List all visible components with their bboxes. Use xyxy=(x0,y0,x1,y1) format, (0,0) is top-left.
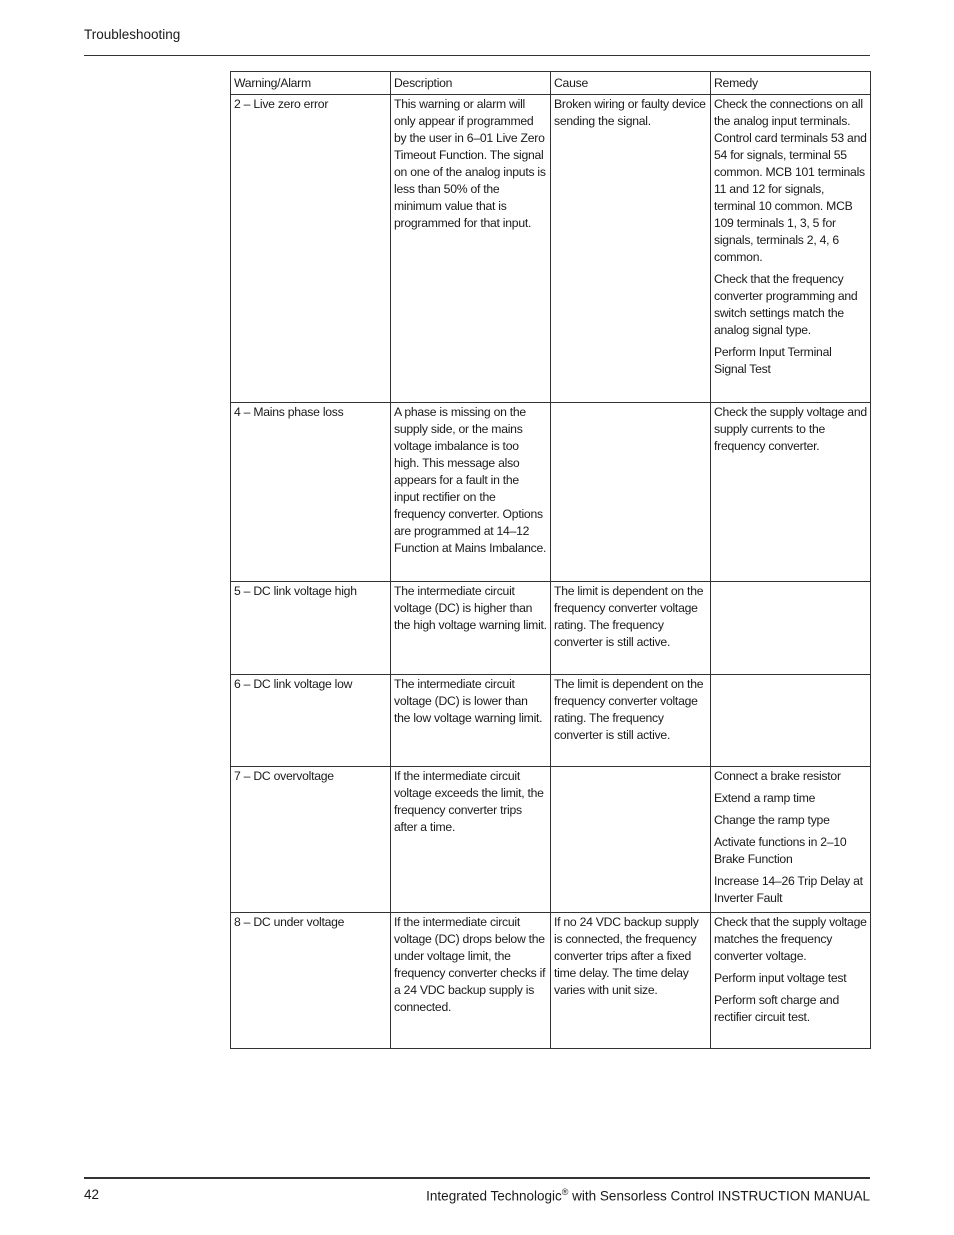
cell-warning-alarm: 4 – Mains phase loss xyxy=(231,403,391,582)
column-header-warning: Warning/Alarm xyxy=(231,72,391,95)
cell-cause xyxy=(551,582,711,675)
table-row xyxy=(231,675,871,767)
remedy-paragraph: Perform soft charge and rectifier circuit test. xyxy=(714,993,839,1024)
column-header-cause: Cause xyxy=(551,72,711,95)
description-paragraph: If the intermediate circuit voltage exceeds the limit, the frequency converter trips after a time. xyxy=(394,769,544,834)
footer-divider xyxy=(84,1177,870,1179)
header-divider xyxy=(84,55,870,56)
cell-warning-alarm: 7 – DC overvoltage xyxy=(231,767,391,913)
cell-cause xyxy=(551,913,711,1049)
remedy-paragraph: Extend a ramp time xyxy=(714,791,816,805)
remedy-paragraph: Check the supply voltage and supply currents to the frequency converter. xyxy=(714,405,867,453)
description-paragraph: The intermediate circuit voltage (DC) is higher than the high voltage warning limit. xyxy=(394,584,547,632)
manual-title-end: with Sensorless Control INSTRUCTION MANUAL xyxy=(568,1188,870,1204)
table-header-row xyxy=(231,72,871,95)
cause-paragraph: The limit is dependent on the frequency converter voltage rating. The frequency converter is still active. xyxy=(554,677,704,742)
cause-paragraph: The limit is dependent on the frequency converter voltage rating. The frequency converter is still active. xyxy=(554,584,704,649)
remedy-paragraph: Check the connections on all the analog input terminals. Control card terminals 53 and 54 for signals, terminal 55 common. MCB 101 terminals 11 and 12 for signals, terminal 10 common. MCB 109 terminals 1, 3, 5 for signals, terminals 2, 4, 6 common. xyxy=(714,97,867,264)
table-row xyxy=(231,767,871,913)
cell-cause xyxy=(551,95,711,403)
description-paragraph: If the intermediate circuit voltage (DC) drops below the under voltage limit, the frequency converter checks if a 24 VDC backup supply is connected. xyxy=(394,915,546,1014)
cell-warning-alarm: 8 – DC under voltage xyxy=(231,913,391,1049)
remedy-paragraph: Increase 14–26 Trip Delay at Inverter Fault xyxy=(714,874,863,905)
page-number: 42 xyxy=(84,1187,100,1202)
troubleshooting-table-container xyxy=(230,71,870,1049)
remedy-paragraph: Connect a brake resistor xyxy=(714,769,841,783)
cell-description xyxy=(391,582,551,675)
table-body xyxy=(231,95,871,1049)
cell-description xyxy=(391,913,551,1049)
table-row xyxy=(231,582,871,675)
cause-paragraph: If no 24 VDC backup supply is connected, the frequency converter trips after a fixed time delay. The time delay varies with unit size. xyxy=(554,915,699,997)
description-paragraph: A phase is missing on the supply side, or the mains voltage imbalance is too high. This message also appears for a fault in the input rectifier on the frequency converter. Options are programmed at 14–12 Function at Mains Imbalance. xyxy=(394,405,547,555)
cell-warning-alarm: 6 – DC link voltage low xyxy=(231,675,391,767)
column-header-description: Description xyxy=(391,72,551,95)
description-paragraph: This warning or alarm will only appear if programmed by the user in 6–01 Live Zero Timeout Function. The signal on one of the analog inputs is less than 50% of the minimum value that is programmed for that input. xyxy=(394,97,546,230)
cell-remedy xyxy=(711,675,871,767)
description-paragraph: The intermediate circuit voltage (DC) is lower than the low voltage warning limit. xyxy=(394,677,543,725)
cell-cause xyxy=(551,403,711,582)
remedy-paragraph: Change the ramp type xyxy=(714,813,830,827)
troubleshooting-table xyxy=(230,71,871,1049)
remedy-paragraph: Perform input voltage test xyxy=(714,971,847,985)
cell-warning-alarm: 2 – Live zero error xyxy=(231,95,391,403)
cell-remedy xyxy=(711,95,871,403)
remedy-paragraph: Activate functions in 2–10 Brake Function xyxy=(714,835,847,866)
cell-remedy xyxy=(711,582,871,675)
section-title: Troubleshooting xyxy=(84,27,181,42)
cell-description xyxy=(391,767,551,913)
cell-cause xyxy=(551,767,711,913)
manual-title xyxy=(426,1187,870,1204)
column-header-remedy: Remedy xyxy=(711,72,871,95)
cell-warning-alarm: 5 – DC link voltage high xyxy=(231,582,391,675)
cause-paragraph: Broken wiring or faulty device sending the signal. xyxy=(554,97,706,128)
cell-remedy xyxy=(711,913,871,1049)
cell-cause xyxy=(551,675,711,767)
table-row xyxy=(231,403,871,582)
registered-mark: ® xyxy=(561,1187,569,1197)
cell-description xyxy=(391,675,551,767)
cell-description xyxy=(391,403,551,582)
cell-remedy xyxy=(711,767,871,913)
manual-title-start: Integrated Technologic xyxy=(426,1188,562,1204)
remedy-paragraph: Perform Input Terminal Signal Test xyxy=(714,345,832,376)
table-row xyxy=(231,95,871,403)
cell-description xyxy=(391,95,551,403)
table-row xyxy=(231,913,871,1049)
cell-remedy xyxy=(711,403,871,582)
remedy-paragraph: Check that the frequency converter programming and switch settings match the analog signal type. xyxy=(714,272,858,337)
remedy-paragraph: Check that the supply voltage matches the frequency converter voltage. xyxy=(714,915,867,963)
